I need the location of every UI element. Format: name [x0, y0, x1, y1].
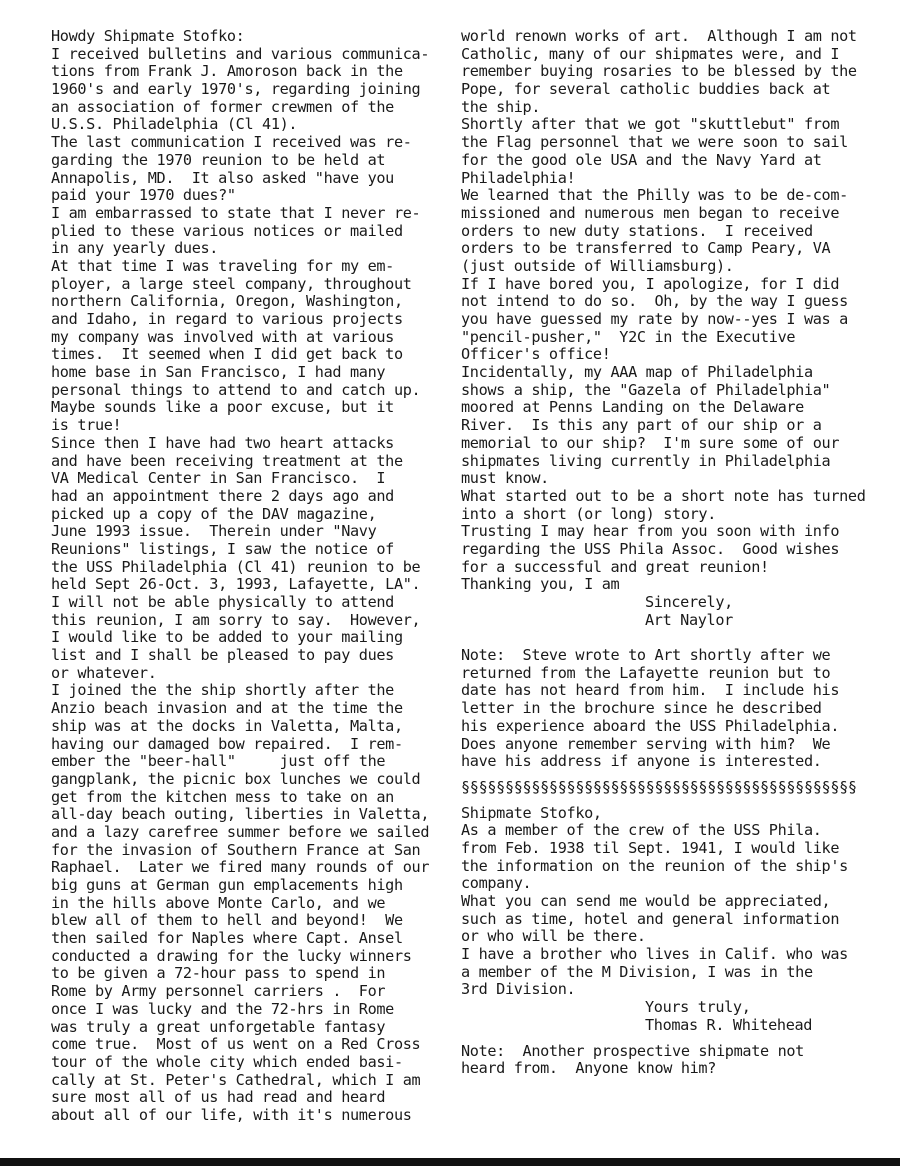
letter-line: company.	[461, 874, 532, 893]
letter-line: ship was at the docks in Valetta, Malta,	[51, 716, 403, 735]
note-line: date has not heard from him. I include his	[461, 681, 840, 700]
section-divider: §§§§§§§§§§§§§§§§§§§§§§§§§§§§§§§§§§§§§§§§§§§§§	[461, 777, 857, 796]
letter-line: about all of our life, with it's numerous	[51, 1105, 412, 1124]
letter-line: plied to these various notices or mailed	[51, 221, 403, 240]
left-column	[51, 28, 451, 1125]
letter-line: times. It seemed when I did get back to	[51, 345, 403, 364]
letter-line: ember the "beer-hall" just off the	[51, 752, 386, 771]
letter-line: What you can send me would be appreciated,	[461, 892, 831, 910]
letter-line: Raphael. Later we fired many rounds of our	[51, 858, 430, 877]
letter-line: garding the 1970 reunion to be held at	[51, 150, 386, 169]
note-line: returned from the Lafayette reunion but to	[461, 663, 831, 682]
letter-line: into a short (or long) story.	[461, 504, 717, 523]
letter-line: for the invasion of Southern France at San	[51, 840, 421, 859]
page-bottom-border	[0, 1158, 900, 1166]
note-line: letter in the brochure since he described	[461, 699, 822, 718]
letter-line: Officer's office!	[461, 345, 611, 364]
letter-line: ployer, a large steel company, throughout	[51, 274, 412, 293]
letter-line: moored at Penns Landing on the Delaware	[461, 398, 804, 417]
letter-line: memorial to our ship? I'm sure some of our	[461, 433, 840, 452]
letter-line: get from the kitchen mess to take on an	[51, 787, 394, 806]
editor-note	[461, 647, 891, 771]
letter-line: the Flag personnel that we were soon to sail	[461, 133, 848, 152]
letter-line: Annapolis, MD. It also asked "have you	[51, 168, 394, 187]
letter-line: is true!	[51, 416, 122, 435]
letter-line: I received bulletins and various communica-	[51, 44, 430, 63]
letter-line: you have guessed my rate by now--yes I was a	[461, 310, 848, 328]
right-column	[461, 28, 891, 1078]
letter-line: Philadelphia!	[461, 168, 576, 187]
letter-line: Incidentally, my AAA map of Philadelphia	[461, 363, 813, 382]
letter-line: and a lazy carefree summer before we sailed	[51, 822, 430, 841]
letter-line: Reunions" listings, I saw the notice of	[51, 539, 394, 558]
letter-line: then sailed for Naples where Capt. Ansel	[51, 929, 403, 948]
letter-line: June 1993 issue. Therein under "Navy	[51, 522, 377, 541]
closing: Sincerely,	[645, 593, 733, 611]
letter-line: come true. Most of us went on a Red Cross	[51, 1035, 421, 1054]
signer-name: Thomas R. Whitehead	[645, 1015, 813, 1034]
letter-line: conducted a drawing for the lucky winners	[51, 946, 412, 965]
signer-name: Art Naylor	[645, 610, 733, 629]
letter-line: or whatever.	[51, 663, 157, 682]
letter-line: for a successful and great reunion!	[461, 557, 769, 576]
letter-line: What started out to be a short note has turned	[461, 486, 866, 505]
letter-line: missioned and numerous men began to receive	[461, 203, 840, 222]
letter-line: or who will be there.	[461, 927, 646, 946]
letter-line: my company was involved with at various	[51, 327, 394, 346]
letter-line: As a member of the crew of the USS Phila.	[461, 821, 822, 840]
letter-line: and Idaho, in regard to various projects	[51, 310, 403, 328]
letter-line: sure most all of us had read and heard	[51, 1088, 386, 1107]
note-line: Does anyone remember serving with him? We	[461, 734, 831, 753]
letter-line: cally at St. Peter's Cathedral, which I am	[51, 1070, 421, 1089]
letter-line: Thanking you, I am	[461, 575, 620, 594]
letter-line: tions from Frank J. Amoroson back in the	[51, 62, 403, 81]
letter-line: picked up a copy of the DAV magazine,	[51, 504, 377, 523]
letter-line: big guns at German gun emplacements high	[51, 876, 403, 894]
letter-line: I joined the the ship shortly after the	[51, 681, 394, 700]
letter-line: Catholic, many of our shipmates were, and I	[461, 44, 840, 63]
letter-line: was truly a great unforgetable fantasy	[51, 1017, 386, 1036]
letter-continuation	[461, 28, 891, 594]
letter-line: I will not be able physically to attend	[51, 593, 394, 611]
note-line: heard from. Anyone know him?	[461, 1059, 717, 1078]
letter-line: had an appointment there 2 days ago and	[51, 486, 394, 505]
letter-line: Maybe sounds like a poor excuse, but it	[51, 398, 394, 417]
letter-line: Trusting I may hear from you soon with info	[461, 522, 840, 541]
letter-line: (just outside of Williamsburg).	[461, 256, 734, 275]
letter-line: the USS Philadelphia (Cl 41) reunion to be	[51, 557, 421, 576]
letter-line: The last communication I received was re-	[51, 133, 412, 152]
letter-line: I have a brother who lives in Calif. who was	[461, 945, 848, 964]
letter-line: northern California, Oregon, Washington,	[51, 292, 403, 311]
letter-line: in the hills above Monte Carlo, and we	[51, 893, 386, 912]
letter-line: Howdy Shipmate Stofko:	[51, 27, 245, 45]
letter-line: Rome by Army personnel carriers . For	[51, 982, 386, 1001]
letter-line: paid your 1970 dues?"	[51, 186, 236, 205]
letter-line: this reunion, I am sorry to say. However,	[51, 610, 421, 629]
letter-line: At that time I was traveling for my em-	[51, 256, 394, 275]
note-line: have his address if anyone is interested.	[461, 752, 822, 771]
note-line: Note: Another prospective shipmate not	[461, 1041, 804, 1060]
letter-line: once I was lucky and the 72-hrs in Rome	[51, 999, 394, 1018]
letter-line: Since then I have had two heart attacks	[51, 433, 394, 452]
note-line: his experience aboard the USS Philadelphia.	[461, 716, 840, 735]
letter-line: held Sept 26-Oct. 3, 1993, Lafayette, LA".	[51, 575, 421, 594]
closing: Yours truly,	[645, 998, 751, 1017]
letter-line: an association of former crewmen of the	[51, 97, 394, 116]
letter-line: orders to be transferred to Camp Peary, VA	[461, 239, 831, 258]
letter-line: gangplank, the picnic box lunches we could	[51, 769, 421, 788]
letter-line: from Feb. 1938 til Sept. 1941, I would like	[461, 838, 840, 857]
letter-line: the ship.	[461, 97, 541, 116]
letter-line: for the good ole USA and the Navy Yard at	[461, 150, 822, 169]
letter-line: Pope, for several catholic buddies back at	[461, 80, 831, 99]
spacer	[461, 629, 891, 647]
letter-line: list and I shall be pleased to pay dues	[51, 646, 394, 665]
signature-block	[461, 999, 891, 1034]
letter-line: Anzio beach invasion and at the time the	[51, 699, 403, 718]
letter-line: personal things to attend to and catch up.	[51, 380, 421, 399]
letter-line: shows a ship, the "Gazela of Philadelphia"	[461, 380, 831, 399]
letter-line: to be given a 72-hour pass to spend in	[51, 964, 386, 983]
letter-line: home base in San Francisco, I had many	[51, 363, 386, 382]
letter-line: We learned that the Philly was to be de-com-	[461, 186, 848, 205]
letter-line: I would like to be added to your mailing	[51, 628, 403, 647]
second-letter	[461, 805, 891, 1000]
letter-line: VA Medical Center in San Francisco. I	[51, 469, 386, 488]
note-line: Note: Steve wrote to Art shortly after we	[461, 646, 831, 665]
letter-line: a member of the M Division, I was in the	[461, 962, 813, 981]
letter-line: the information on the reunion of the ship's	[461, 856, 848, 875]
letter-line: 3rd Division.	[461, 980, 576, 999]
letter-line: U.S.S. Philadelphia (Cl 41).	[51, 115, 298, 134]
letter-line: Shortly after that we got "skuttlebut" from	[461, 115, 840, 134]
letter-line: I am embarrassed to state that I never re-	[51, 203, 421, 222]
letter-line: and have been receiving treatment at the	[51, 451, 403, 470]
letter-line: remember buying rosaries to be blessed by the	[461, 62, 857, 81]
letter-line: having our damaged bow repaired. I rem-	[51, 734, 403, 753]
letter-line: tour of the whole city which ended basi-	[51, 1052, 403, 1071]
signature-block	[461, 594, 891, 629]
letter-line: must know.	[461, 469, 549, 488]
letter-line: "pencil-pusher," Y2C in the Executive	[461, 327, 796, 346]
letter-line: blew all of them to hell and beyond! We	[51, 911, 403, 930]
letter-line: regarding the USS Phila Assoc. Good wishes	[461, 539, 840, 558]
letter-line: orders to new duty stations. I received	[461, 221, 813, 240]
letter-line: shipmates living currently in Philadelphia	[461, 451, 831, 470]
letter-line: not intend to do so. Oh, by the way I guess	[461, 292, 848, 311]
letter-line: all-day beach outing, liberties in Valetta,	[51, 805, 430, 824]
letter-line: If I have bored you, I apologize, for I did	[461, 274, 840, 293]
letter-line: 1960's and early 1970's, regarding joining	[51, 80, 421, 99]
letter-line: River. Is this any part of our ship or a	[461, 416, 822, 435]
editor-note	[461, 1043, 891, 1078]
letter-line: world renown works of art. Although I am not	[461, 27, 857, 45]
letter-line: such as time, hotel and general information	[461, 909, 840, 928]
letter-line: Shipmate Stofko,	[461, 803, 602, 822]
letter-line: in any yearly dues.	[51, 239, 219, 258]
